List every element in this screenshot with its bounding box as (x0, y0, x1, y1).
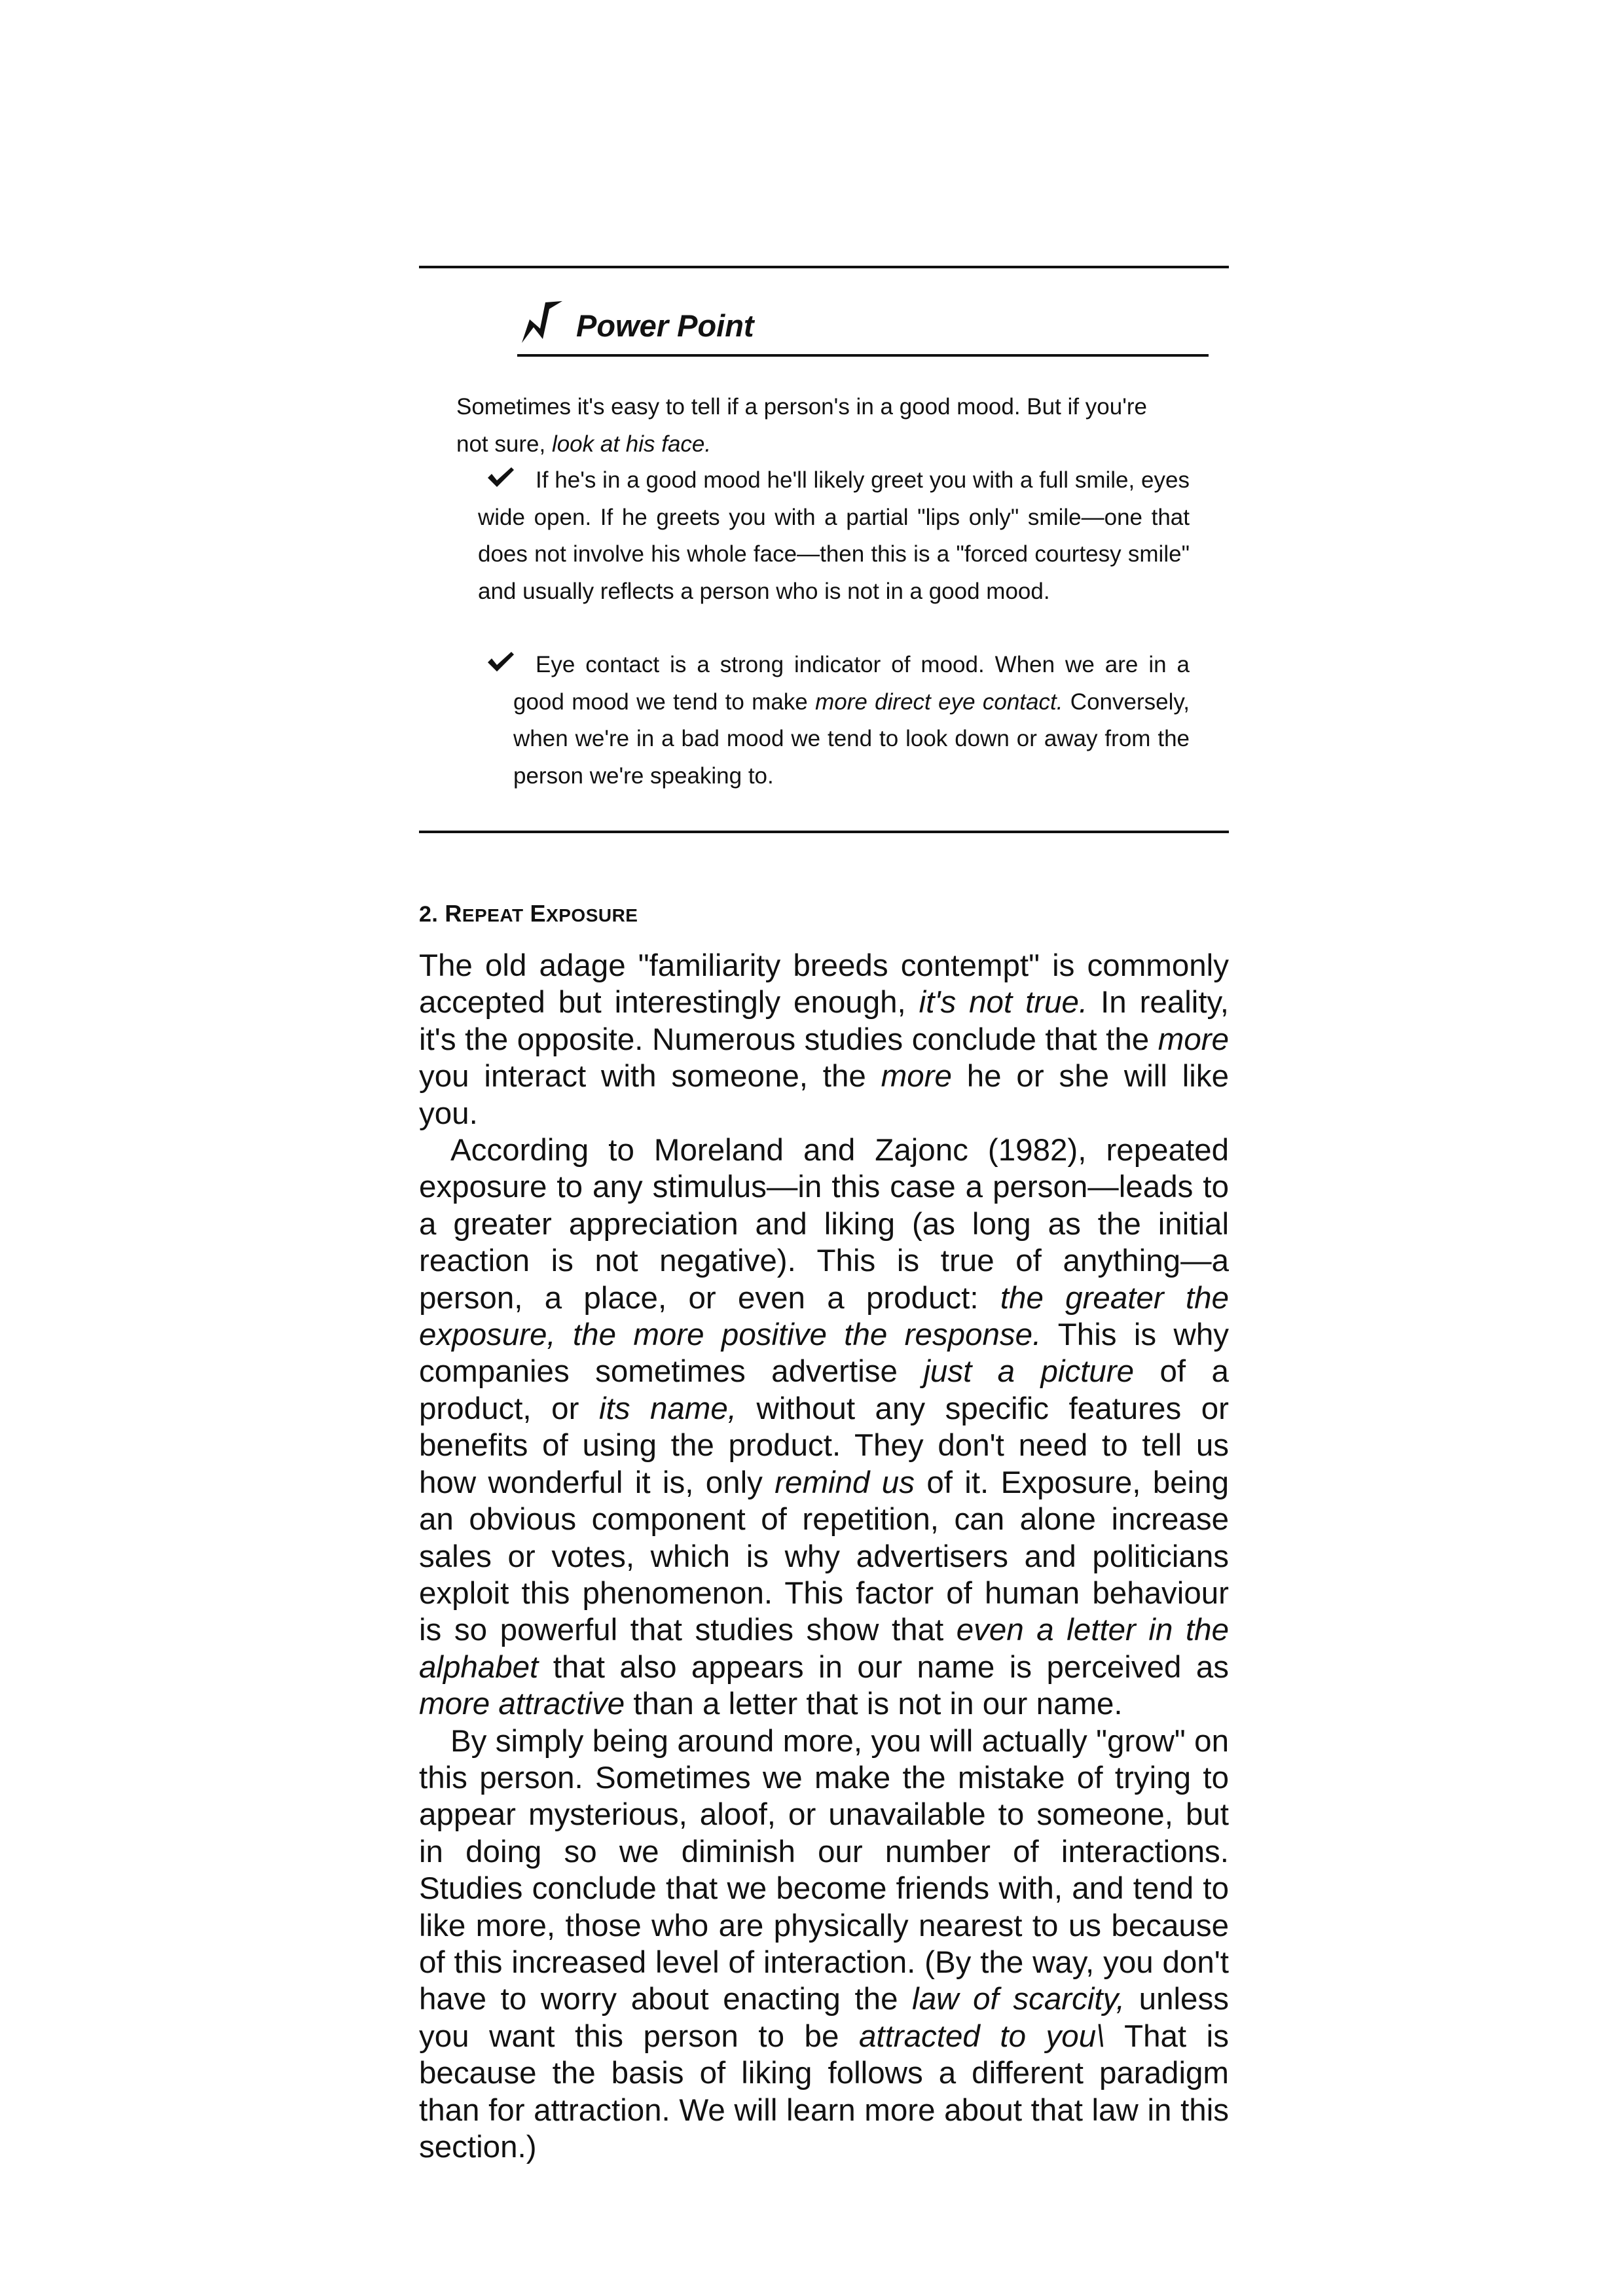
intro-line-2-start: not sure, (456, 431, 546, 457)
p2-text-k: that also appears in our name is perceived as (553, 1649, 1230, 1685)
p1-text-a: The old adage "familiarity breeds contempt" is commonly accepted but interestingly enough, (419, 948, 1229, 1020)
p2-emphasis-b: the greater the exposure, the more positive the response. (419, 1280, 1229, 1353)
p3-text-e: That is because the basis of liking follows a different paradigm than for attraction. We will learn more about that law in this section.) (419, 2018, 1229, 2164)
power-point-title-rule (517, 354, 1209, 357)
p3-text-a: By simply being around more, you will actually "grow" on this person. Sometimes we make the mistake of trying to appear mysterious, aloof, or unavailable to someone, but in doing so we diminish our number of interactions. Studies conclude that we become friends with, and tend to like more, those who are physically nearest to us because of this increased level of interaction. (By the way, you don't have to worry about enacting the (419, 1723, 1229, 2017)
box-bottom-rule (419, 831, 1229, 833)
p2-text-m: than a letter that is not in our name. (633, 1687, 1123, 1722)
p1-emphasis-b: it's not true. (919, 985, 1088, 1020)
section-word1-initial: R (445, 900, 462, 927)
p3-text-c: unless you want this person to be (419, 1982, 1229, 2054)
section-word2-rest: XPOSURE (546, 905, 638, 925)
p2-text-i: of it. Exposure, being an obvious component of repetition, can alone increase sales or votes, which is why advertisers and politicians exploit this phenomenon. This factor of human behaviour is so powerful that studies show that (419, 1465, 1230, 1648)
paragraph-2 (419, 1132, 1229, 1723)
intro-line-1: Sometimes it's easy to tell if a person's in a good mood. But if you're (456, 394, 1148, 420)
bullet-smile (478, 462, 1190, 610)
box-top-rule (419, 266, 1229, 268)
body-text (419, 948, 1229, 2166)
p2-text-a: According to Moreland and Zajonc (1982), repeated exposure to any stimulus—in this case a person—leads to a greater appreciation and liking (as long as the initial reaction is not negative). This is true of anything—a person, a place, or even a product: (419, 1133, 1229, 1316)
p1-emphasis-d: more (1158, 1022, 1229, 1057)
paragraph-1 (419, 948, 1229, 1132)
p3-emphasis-b: law of scarcity, (912, 1982, 1125, 2017)
bullet-eye-contact (513, 647, 1190, 795)
intro-emphasis: look at his face. (551, 431, 712, 457)
p2-emphasis-h: remind us (775, 1465, 915, 1500)
p3-emphasis-d: attracted to you\ (858, 2018, 1105, 2054)
p1-emphasis-f: more (881, 1059, 952, 1094)
checkmark-icon (486, 651, 515, 673)
power-point-intro (456, 389, 1190, 463)
paragraph-3 (419, 1723, 1229, 2166)
lightning-bolt-icon (519, 300, 565, 346)
power-point-title: Power Point (576, 308, 754, 343)
p2-emphasis-j: even a letter in the alphabet (419, 1613, 1229, 1685)
p2-emphasis-l: more attractive (419, 1687, 625, 1722)
intro-line-2 (456, 426, 1190, 463)
bullet-smile-text: If he's in a good mood he'll likely greet you with a full smile, eyes wide open. If he greets you with a partial "lips only" smile—one that does not involve his whole face—then this is a "forced courtesy smile" and usually reflects a person who is not in a good mood. (478, 467, 1190, 604)
p2-emphasis-d: just a picture (923, 1354, 1135, 1390)
p2-text-g: without any specific features or benefits of using the product. They don't need to tell us how wonderful it is, only (419, 1391, 1229, 1500)
section-heading (419, 900, 638, 927)
section-word1-rest: EPEAT (462, 905, 524, 925)
p1-text-g: he or she will like you. (419, 1059, 1229, 1131)
p1-text-e: you interact with someone, the (419, 1059, 866, 1094)
p1-text-c: In reality, it's the opposite. Numerous studies conclude that the (419, 985, 1229, 1057)
bullet-eye-text-c: Conversely, when we're in a bad mood we tend to look down or away from the person we're speaking to. (513, 689, 1190, 789)
section-number: 2. (419, 902, 439, 927)
p2-emphasis-f: its name, (598, 1391, 737, 1426)
section-word2-initial: E (530, 900, 547, 927)
bullet-eye-text-a: Eye contact is a strong indicator of mood. When we are in a good mood we tend to make (513, 652, 1190, 715)
bullet-eye-emphasis: more direct eye contact. (815, 689, 1063, 715)
p2-text-e: of a product, or (419, 1354, 1229, 1426)
p2-text-c: This is why companies sometimes advertise (419, 1318, 1230, 1390)
